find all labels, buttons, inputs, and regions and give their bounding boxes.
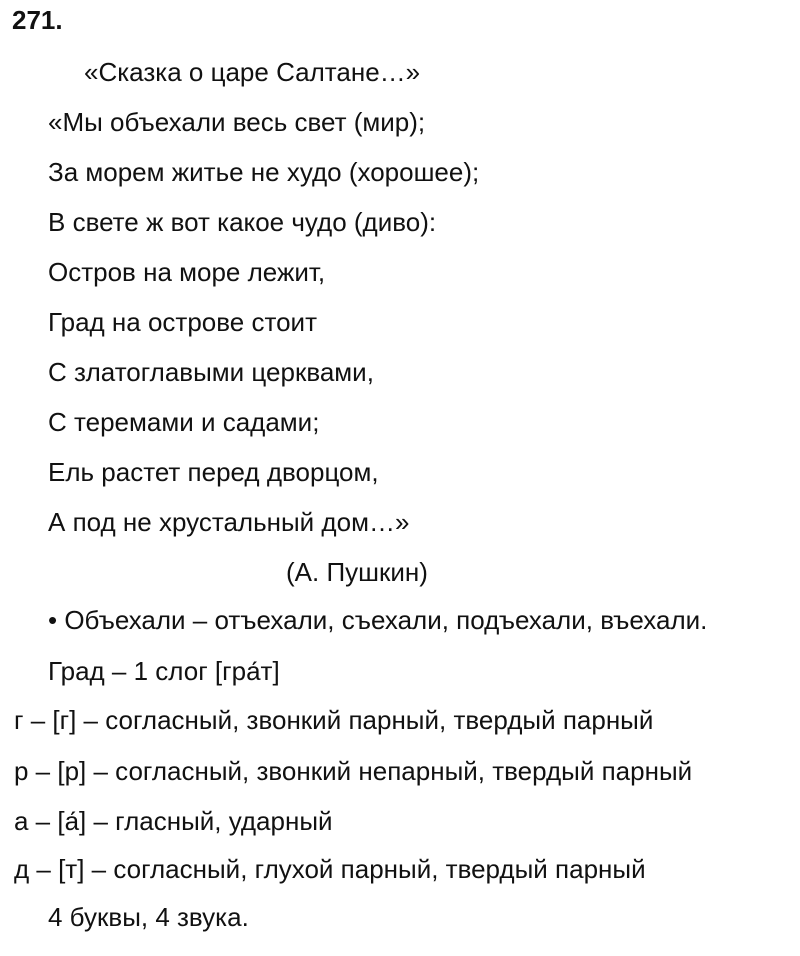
phonetic-line: д – [т] – согласный, глухой парный, твердый парный (14, 854, 646, 884)
syllable-line: Град – 1 слог [гра́т] (48, 656, 280, 686)
poem-author: (А. Пушкин) (286, 557, 428, 587)
exercise-number: 271. (12, 5, 63, 35)
phonetic-line: а – [а́] – гласный, ударный (14, 806, 333, 836)
poem-line: «Мы объехали весь свет (мир); (48, 107, 426, 137)
poem-line: А под не хрустальный дом…» (48, 507, 410, 537)
phonetic-line: р – [р] – согласный, звонкий непарный, твердый парный (14, 756, 693, 786)
poem-line: С теремами и садами; (48, 407, 320, 437)
poem-line: Ель растет перед дворцом, (48, 457, 379, 487)
poem-line: В свете ж вот какое чудо (диво): (48, 207, 437, 237)
poem-line: Остров на море лежит, (48, 257, 326, 287)
word-formation-line: • Объехали – отъехали, съехали, подъехали, въехали. (48, 605, 708, 635)
phonetic-line: г – [г] – согласный, звонкий парный, твердый парный (14, 705, 654, 735)
poem-line: Град на острове стоит (48, 307, 317, 337)
summary-line: 4 буквы, 4 звука. (48, 902, 249, 932)
poem-title: «Сказка о царе Салтане…» (84, 57, 421, 87)
poem-line: С златоглавыми церквами, (48, 357, 374, 387)
poem-line: За морем житье не худо (хорошее); (48, 157, 480, 187)
